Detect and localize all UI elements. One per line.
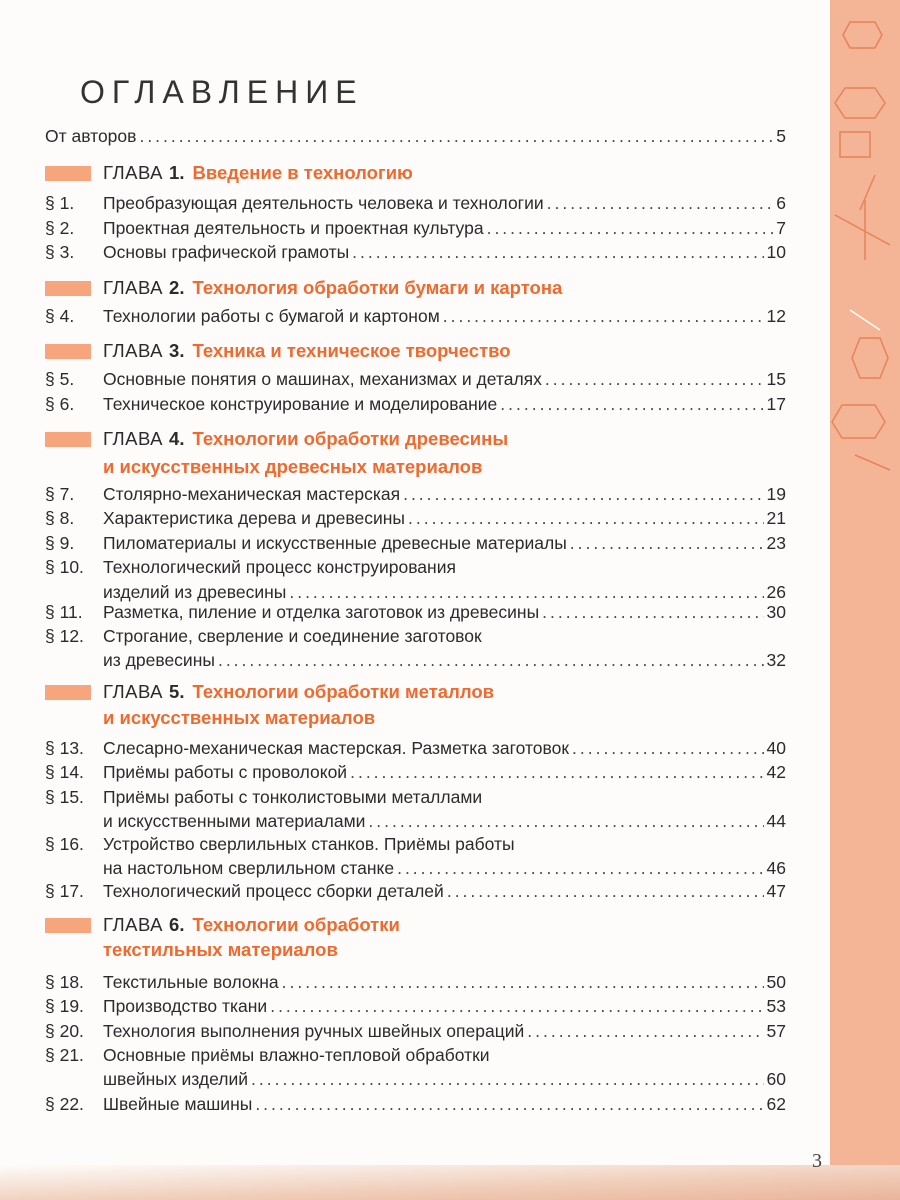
dot-leader	[447, 881, 764, 902]
dot-leader	[443, 306, 764, 327]
entry-title: Слесарно-механическая мастерская. Разметка заготовок	[103, 738, 569, 758]
decorative-side-strip	[830, 0, 900, 1200]
chapter-marker	[45, 432, 91, 447]
toc-entry[interactable]	[45, 508, 786, 532]
toc-entry[interactable]	[45, 1094, 786, 1118]
toc-entry[interactable]	[45, 306, 786, 330]
entry-page: 19	[766, 484, 786, 504]
toc-entry[interactable]	[45, 218, 786, 242]
entry-title: Столярно-механическая мастерская	[103, 484, 401, 504]
dot-leader	[270, 996, 763, 1017]
entry-title: Технологии работы с бумагой и картоном	[103, 306, 440, 326]
dot-leader	[545, 369, 764, 390]
entry-page: 26	[766, 582, 786, 602]
entry-page: 30	[766, 602, 786, 622]
entry-title: Строгание, сверление и соединение заготовок	[103, 626, 482, 646]
toc-entry[interactable]	[45, 787, 786, 811]
entry-number: § 18.	[45, 972, 84, 992]
chapter-label: ГЛАВА	[103, 277, 164, 298]
chapter-marker	[45, 685, 91, 700]
toc-entry[interactable]	[45, 242, 786, 266]
dot-leader	[542, 602, 763, 623]
toc-entry[interactable]	[45, 557, 786, 581]
entry-number: § 12.	[45, 626, 84, 646]
entry-title: Технологический процесс конструирования	[103, 557, 456, 577]
entry-page: 42	[766, 762, 786, 782]
entry-page: 21	[766, 508, 786, 528]
dot-leader	[403, 484, 763, 505]
entry-number: § 13.	[45, 738, 84, 758]
entry-title: Швейные машины	[103, 1094, 253, 1114]
chapter-name: Технология обработки бумаги и картона	[192, 277, 563, 298]
entry-title: Приёмы работы с тонколистовыми металлами	[103, 787, 483, 807]
entry-title: Проектная деятельность и проектная культура	[103, 218, 484, 238]
entry-title: Текстильные волокна	[103, 972, 279, 992]
entry-title: От авторов	[45, 126, 137, 146]
entry-number: § 21.	[45, 1045, 84, 1065]
geometric-pattern-icon	[830, 0, 900, 1200]
page-bottom-edge	[0, 1165, 900, 1200]
entry-number: § 19.	[45, 996, 84, 1016]
entry-page: 7	[776, 218, 786, 238]
dot-leader	[251, 1069, 763, 1090]
entry-page: 47	[766, 881, 786, 901]
toc-entry[interactable]	[45, 1045, 786, 1069]
chapter-heading-5[interactable]	[45, 681, 494, 703]
page-number: 3	[812, 1150, 822, 1172]
chapter-name-continued: и искусственных материалов	[103, 707, 376, 728]
entry-page: 23	[766, 533, 786, 553]
dot-leader	[570, 533, 764, 554]
entry-title: Характеристика дерева и древесины	[103, 508, 405, 528]
dot-leader	[408, 508, 764, 529]
chapter-heading-4[interactable]	[45, 428, 508, 450]
dot-leader	[255, 1094, 763, 1115]
entry-number: § 15.	[45, 787, 84, 807]
entry-title: Производство ткани	[103, 996, 268, 1016]
entry-title: Преобразующая деятельность человека и технологии	[103, 193, 544, 213]
chapter-heading-1[interactable]	[45, 162, 413, 184]
chapter-heading-3[interactable]	[45, 340, 511, 362]
chapter-label: ГЛАВА	[103, 340, 164, 361]
entry-title: изделий из древесины	[103, 582, 287, 602]
toc-entry[interactable]	[45, 626, 786, 650]
page-title: ОГЛАВЛЕНИЕ	[80, 74, 364, 110]
dot-leader	[572, 738, 764, 759]
chapter-number: 2.	[169, 277, 185, 298]
dot-leader	[527, 1021, 763, 1042]
entry-page: 6	[776, 193, 786, 213]
toc-entry[interactable]	[45, 738, 786, 762]
dot-leader	[500, 394, 763, 415]
chapter-number: 1.	[169, 162, 185, 183]
entry-title: Разметка, пиление и отделка заготовок из древесины	[103, 602, 540, 622]
chapter-name: Технологии обработки древесины	[192, 428, 509, 449]
chapter-number: 3.	[169, 340, 185, 361]
entry-page: 62	[766, 1094, 786, 1114]
entry-title: Приёмы работы с проволокой	[103, 762, 348, 782]
entry-page: 32	[766, 650, 786, 670]
toc-entry-continued[interactable]	[103, 650, 786, 674]
entry-title: Технология выполнения ручных швейных операций	[103, 1021, 525, 1041]
entry-title: Устройство сверлильных станков. Приёмы работы	[103, 834, 515, 854]
entry-number: § 2.	[45, 218, 75, 238]
dot-leader	[350, 762, 763, 783]
entry-number: § 14.	[45, 762, 84, 782]
chapter-number: 6.	[169, 914, 185, 935]
entry-page: 46	[766, 858, 786, 878]
chapter-label: ГЛАВА	[103, 428, 164, 449]
entry-title: Основные приёмы влажно-тепловой обработки	[103, 1045, 490, 1065]
chapter-name: Технологии обработки металлов	[192, 681, 495, 702]
dot-leader	[289, 582, 763, 603]
entry-page: 57	[766, 1021, 786, 1041]
entry-title: Техническое конструирование и моделирование	[103, 394, 498, 414]
entry-number: § 11.	[45, 602, 83, 622]
toc-entry-continued[interactable]	[103, 811, 786, 835]
chapter-label: ГЛАВА	[103, 914, 164, 935]
entry-page: 12	[766, 306, 786, 326]
toc-entry[interactable]	[45, 881, 786, 905]
toc-entry[interactable]	[45, 762, 786, 786]
entry-number: § 20.	[45, 1021, 84, 1041]
toc-entry[interactable]	[45, 602, 786, 626]
entry-title: Основные понятия о машинах, механизмах и деталях	[103, 369, 542, 389]
chapter-name: Технологии обработки	[192, 914, 400, 935]
toc-entry-continued[interactable]	[103, 858, 786, 882]
entry-number: § 10.	[45, 557, 84, 577]
chapter-number: 5.	[169, 681, 185, 702]
dot-leader	[368, 811, 763, 832]
chapter-label: ГЛАВА	[103, 681, 164, 702]
chapter-marker	[45, 918, 91, 933]
toc-entry[interactable]	[45, 533, 786, 557]
entry-number: § 4.	[45, 306, 75, 326]
entry-title: Основы графической грамоты	[103, 242, 350, 262]
dot-leader	[139, 126, 773, 147]
entry-title: и искусственными материалами	[103, 811, 366, 831]
entry-page: 60	[766, 1069, 786, 1089]
entry-number: § 5.	[45, 369, 75, 389]
toc-entry[interactable]	[45, 193, 786, 217]
entry-number: § 3.	[45, 242, 75, 262]
toc-entry[interactable]	[45, 1021, 786, 1045]
dot-leader	[282, 972, 764, 993]
chapter-label: ГЛАВА	[103, 162, 164, 183]
entry-number: § 22.	[45, 1094, 84, 1114]
entry-number: § 9.	[45, 533, 75, 553]
toc-entry[interactable]	[45, 369, 786, 393]
toc-entry-continued[interactable]	[103, 1069, 786, 1093]
entry-number: § 17.	[45, 881, 84, 901]
entry-page: 5	[776, 126, 786, 146]
entry-title: швейных изделий	[103, 1069, 249, 1089]
entry-title: Технологический процесс сборки деталей	[103, 881, 444, 901]
toc-entry[interactable]	[45, 834, 786, 858]
entry-page: 10	[766, 242, 786, 262]
toc-entry[interactable]	[45, 972, 786, 996]
chapter-heading-6[interactable]	[45, 914, 400, 936]
dot-leader	[547, 193, 774, 214]
chapter-heading-2[interactable]	[45, 277, 562, 299]
toc-entry[interactable]	[45, 484, 786, 508]
entry-page: 17	[766, 394, 786, 414]
entry-title: из древесины	[103, 650, 215, 670]
chapter-name: Введение в технологию	[192, 162, 413, 183]
entry-title: на настольном сверлильном станке	[103, 858, 395, 878]
chapter-name-continued: и искусственных древесных материалов	[103, 456, 483, 477]
dot-leader	[352, 242, 763, 263]
chapter-marker	[45, 281, 91, 296]
chapter-marker	[45, 166, 91, 181]
entry-page: 15	[766, 369, 786, 389]
dot-leader	[487, 218, 774, 239]
entry-page: 50	[766, 972, 786, 992]
entry-page: 53	[766, 996, 786, 1016]
dot-leader	[218, 650, 764, 671]
chapter-number: 4.	[169, 428, 185, 449]
entry-number: § 8.	[45, 508, 75, 528]
chapter-marker	[45, 344, 91, 359]
chapter-name-continued: текстильных материалов	[103, 939, 338, 960]
entry-number: § 1.	[45, 193, 75, 213]
entry-page: 40	[766, 738, 786, 758]
dot-leader	[397, 858, 763, 879]
entry-number: § 6.	[45, 394, 75, 414]
chapter-name: Техника и техническое творчество	[192, 340, 511, 361]
entry-number: § 7.	[45, 484, 75, 504]
toc-entry[interactable]	[45, 996, 786, 1020]
toc-entry[interactable]	[45, 394, 786, 418]
entry-page: 44	[766, 811, 786, 831]
toc-entry-authors[interactable]	[45, 126, 786, 150]
entry-number: § 16.	[45, 834, 84, 854]
entry-title: Пиломатериалы и искусственные древесные материалы	[103, 533, 567, 553]
